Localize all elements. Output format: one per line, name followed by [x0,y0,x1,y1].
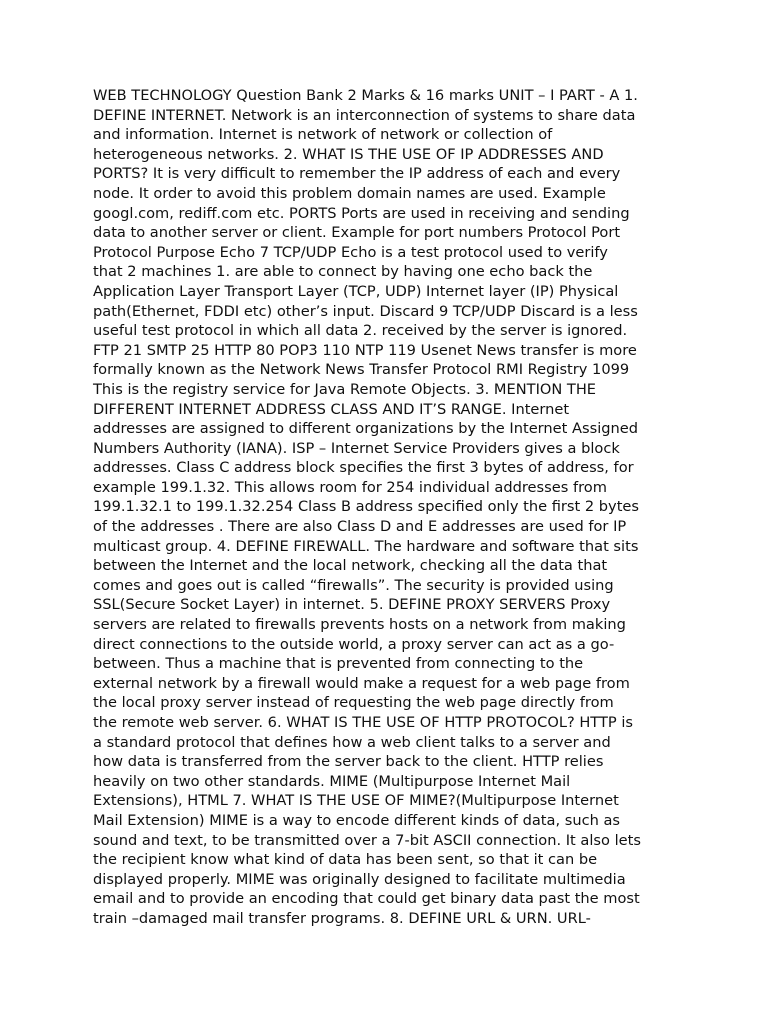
text-line: 199.1.32.1 to 199.1.32.254 Class B address specified only the first 2 bytes [93,498,639,516]
text-line: useful test protocol in which all data 2. received by the server is ignored. [93,322,628,340]
text-line: train –damaged mail transfer programs. 8. DEFINE URL & URN. URL- [93,909,591,927]
text-line: displayed properly. MIME was originally designed to facilitate multimedia [93,870,626,888]
text-line: Numbers Authority (IANA). ISP – Internet Service Providers gives a block [93,439,620,457]
text-line: how data is transferred from the server back to the client. HTTP relies [93,753,604,771]
text-line: node. It order to avoid this problem domain names are used. Example [93,184,606,202]
text-line: Application Layer Transport Layer (TCP, UDP) Internet layer (IP) Physical [93,282,619,300]
text-line: data to another server or client. Example for port numbers Protocol Port [93,224,621,242]
text-line: This is the registry service for Java Remote Objects. 3. MENTION THE [93,380,597,398]
text-line: comes and goes out is called “firewalls”. The security is provided using [93,576,614,594]
text-line: of the addresses . There are also Class D and E addresses are used for IP [93,518,627,536]
text-line: FTP 21 SMTP 25 HTTP 80 POP3 110 NTP 119 Usenet News transfer is more [93,341,637,359]
text-line: addresses are assigned to different organizations by the Internet Assigned [93,420,638,438]
text-line: and information. Internet is network of network or collection of [93,126,553,144]
text-line: direct connections to the outside world, a proxy server can act as a go- [93,635,615,653]
text-line: formally known as the Network News Transfer Protocol RMI Registry 1099 [93,361,630,379]
text-line: example 199.1.32. This allows room for 254 individual addresses from [93,478,607,496]
text-line: the recipient know what kind of data has been sent, so that it can be [93,851,598,869]
text-line: SSL(Secure Socket Layer) in internet. 5. DEFINE PROXY SERVERS Proxy [93,596,611,614]
text-line: servers are related to firewalls prevents hosts on a network from making [93,616,626,634]
text-line: email and to provide an encoding that could get binary data past the most [93,890,640,908]
text-line: heterogeneous networks. 2. WHAT IS THE USE OF IP ADDRESSES AND [93,145,604,163]
text-line: WEB TECHNOLOGY Question Bank 2 Marks & 16 marks UNIT – I PART - A 1. [93,87,638,104]
text-line: a standard protocol that defines how a web client talks to a server and [93,733,611,751]
text-line: Mail Extension) MIME is a way to encode different kinds of data, such as [93,811,621,829]
text-line: path(Ethernet, FDDI etc) other’s input. Discard 9 TCP/UDP Discard is a less [93,302,638,320]
text-line: Protocol Purpose Echo 7 TCP/UDP Echo is a test protocol used to verify [93,243,608,261]
text-line: that 2 machines 1. are able to connect by having one echo back the [93,263,593,281]
text-line: PORTS? It is very difficult to remember the IP address of each and every [93,165,621,183]
text-line: sound and text, to be transmitted over a 7-bit ASCII connection. It also lets [93,831,641,849]
text-line: multicast group. 4. DEFINE FIREWALL. The hardware and software that sits [93,537,639,555]
text-line: DEFINE INTERNET. Network is an interconnection of systems to share data [93,106,636,124]
text-line: DIFFERENT INTERNET ADDRESS CLASS AND IT’S RANGE. Internet [93,400,570,418]
text-line: heavily on two other standards. MIME (Multipurpose Internet Mail [93,772,571,790]
document-body-text [93,86,677,929]
text-line: between. Thus a machine that is prevented from connecting to the [93,655,584,673]
text-line: external network by a firewall would make a request for a web page from [93,674,630,692]
text-line: the local proxy server instead of requesting the web page directly from [93,694,614,712]
text-line: the remote web server. 6. WHAT IS THE USE OF HTTP PROTOCOL? HTTP is [93,714,633,731]
text-line: addresses. Class C address block specifies the first 3 bytes of address, for [93,459,634,477]
text-line: googl.com, rediff.com etc. PORTS Ports are used in receiving and sending [93,204,630,222]
text-line: between the Internet and the local network, checking all the data that [93,557,608,575]
text-line: Extensions), HTML 7. WHAT IS THE USE OF MIME?(Multipurpose Internet [93,792,619,810]
